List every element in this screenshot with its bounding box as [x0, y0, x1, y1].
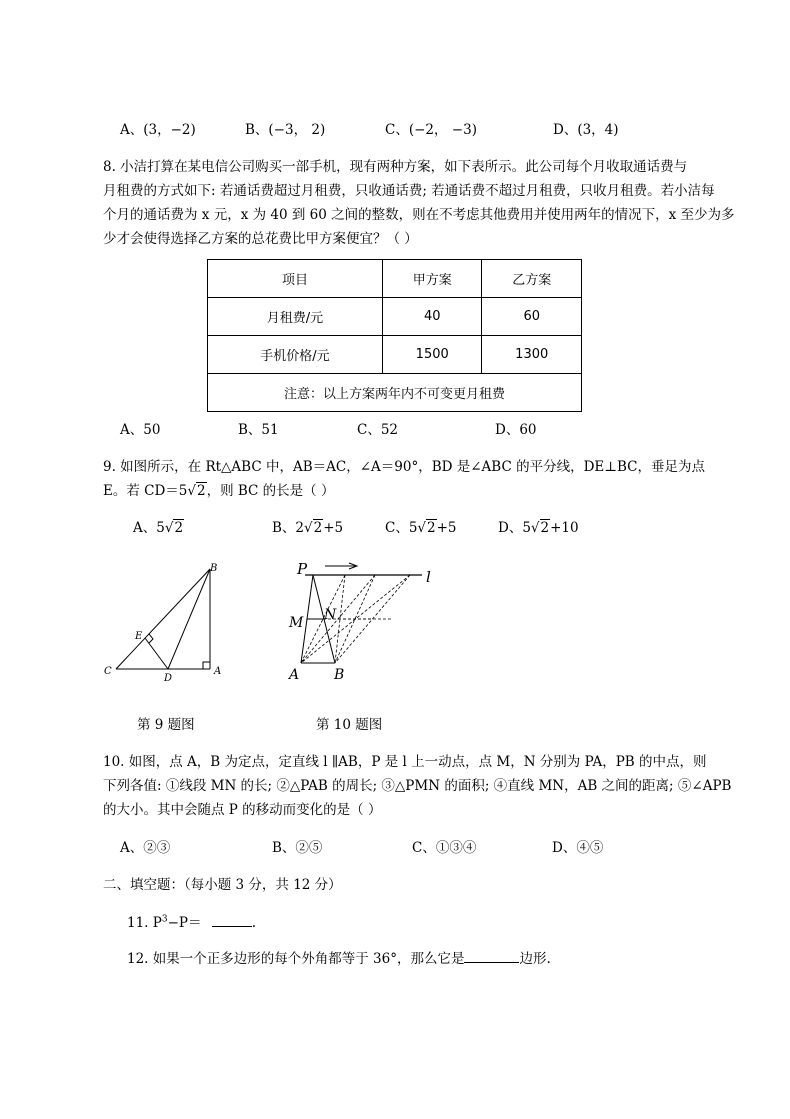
q8-line-2: 月租费的方式如下: 若通话费超过月租费，只收通话费; 若通话费不超过月租费，只收月租费。若小洁每 [103, 183, 715, 199]
q8-option-a: A、50 [120, 422, 161, 438]
q7-option-c: C、(−2， −3) [385, 122, 477, 138]
table-cell: 1300 [482, 336, 582, 374]
table-note-row [208, 374, 582, 412]
q9-line-2 [103, 479, 334, 499]
table-header-row [208, 260, 582, 298]
table-row [208, 336, 582, 374]
sqrt-sign: √2 [187, 483, 206, 499]
q9-option-a [133, 516, 184, 536]
table-header-cell: 乙方案 [482, 260, 582, 298]
segment-de [145, 638, 168, 669]
label-m: M [289, 615, 304, 631]
label-d: D [164, 673, 173, 684]
section-2-title: 二、填空题：（每小题 3 分，共 12 分） [103, 877, 342, 893]
label-p: P [297, 560, 308, 578]
q11-answer-blank[interactable] [212, 926, 252, 927]
q9-option-c-post: +5 [436, 520, 457, 536]
q9-option-a-pre: A、5 [133, 520, 165, 536]
q12-pre: 12. 如果一个正多边形的每个外角都等于 36°，那么它是 [127, 951, 465, 967]
label-a: A [289, 667, 300, 683]
sqrt-radicand: 2 [174, 520, 184, 536]
q10-line-2: 下列各值: ①线段 MN 的长; ②△PAB 的周长; ③△PMN 的面积; ④直线 MN，AB 之间的距离; ⑤∠APB [103, 778, 732, 794]
sqrt-sign: √2 [417, 520, 436, 536]
table-cell: 手机价格/元 [208, 336, 383, 374]
sqrt-sign: √2 [530, 520, 550, 536]
table-note: 注意：以上方案两年内不可变更月租费 [208, 374, 582, 412]
q9-line-1: 9. 如图所示，在 Rt△ABC 中，AB＝AC，∠A＝90°，BD 是∠ABC 的平分线，DE⊥BC，垂足为点 [103, 459, 705, 475]
label-c: C [104, 666, 112, 677]
table-row [208, 298, 582, 336]
q10-option-a: A、②③ [120, 840, 171, 856]
q9-option-d [498, 516, 579, 536]
q11 [127, 911, 256, 931]
q10-line-1: 10. 如图，点 A，B 为定点，定直线 l ∥AB，P 是 l 上一动点，点 M，N 分别为 PA，PB 的中点，则 [103, 754, 707, 770]
q10-option-c: C、①③④ [412, 840, 477, 856]
q7-option-a: A、(3，−2) [120, 122, 196, 138]
q10-option-b: B、②⑤ [272, 840, 323, 856]
q9-figure-caption: 第 9 题图 [137, 717, 195, 733]
q12 [127, 947, 551, 967]
sqrt-radicand: 2 [540, 520, 550, 536]
q9-option-b-pre: B、2 [272, 520, 305, 536]
q8-line-4: 少才会使得选择乙方案的总花费比甲方案便宜？（ ） [103, 231, 418, 247]
q11-end: . [251, 915, 257, 931]
q7-option-b: B、(−3， 2) [245, 122, 326, 138]
q7-option-d: D、(3，4) [553, 122, 619, 138]
q9-option-b [272, 516, 343, 536]
sqrt-sign: √2 [164, 520, 184, 536]
label-n: N [324, 607, 337, 623]
label-b: B [210, 563, 218, 574]
q9-option-d-post: +10 [550, 520, 579, 536]
label-l: l [426, 568, 431, 586]
table-cell: 40 [383, 298, 482, 336]
q12-answer-blank[interactable] [464, 962, 519, 963]
q9-option-c-pre: C、5 [385, 520, 418, 536]
sqrt-radicand: 2 [427, 520, 436, 536]
q9-option-b-post: +5 [323, 520, 344, 536]
q9-line-2-post: ，则 BC 的长是（ ） [206, 483, 335, 499]
table-cell: 1500 [383, 336, 482, 374]
sqrt-radicand: 2 [197, 483, 206, 499]
segment-bd [168, 569, 210, 669]
q8-option-b: B、51 [238, 422, 279, 438]
sqrt-radicand: 2 [313, 520, 323, 536]
segment-cb [116, 569, 210, 669]
q8-line-3: 个月的通话费为 x 元，x 为 40 到 60 之间的整数，则在不考虑其他费用并使用两年的情况下，x 至少为多 [103, 207, 735, 223]
q10-figure [285, 555, 445, 690]
table-cell: 60 [482, 298, 582, 336]
right-angle-mark-e [149, 634, 153, 643]
q9-option-d-pre: D、5 [498, 520, 531, 536]
q11-pre: 11. P [127, 915, 162, 931]
label-b: B [334, 667, 345, 683]
label-e: E [135, 631, 143, 642]
q8-option-c: C、52 [357, 422, 399, 438]
q10-figure-caption: 第 10 题图 [316, 717, 383, 733]
q9-figure [100, 560, 230, 685]
table-cell: 月租费/元 [208, 298, 383, 336]
q8-plan-table [207, 259, 582, 412]
q12-post: 边形. [519, 951, 551, 967]
q8-line-1: 8. 小洁打算在某电信公司购买一部手机，现有两种方案，如下表所示。此公司每个月收取通话费与 [103, 159, 688, 175]
table-header-cell: 甲方案 [383, 260, 482, 298]
label-a: A [214, 666, 222, 677]
sqrt-sign: √2 [304, 520, 323, 536]
right-angle-mark-a [203, 662, 210, 669]
q11-exponent: 3 [161, 914, 168, 925]
q10-line-3: 的大小。其中会随点 P 的移动而变化的是（ ） [103, 802, 382, 818]
q9-line-2-pre: E。若 CD＝5 [103, 483, 188, 499]
q9-option-c [385, 516, 457, 536]
q11-post: −P＝ [167, 915, 202, 931]
q8-option-d: D、60 [495, 422, 537, 438]
q10-option-d: D、④⑤ [552, 840, 604, 856]
table-header-cell: 项目 [208, 260, 383, 298]
